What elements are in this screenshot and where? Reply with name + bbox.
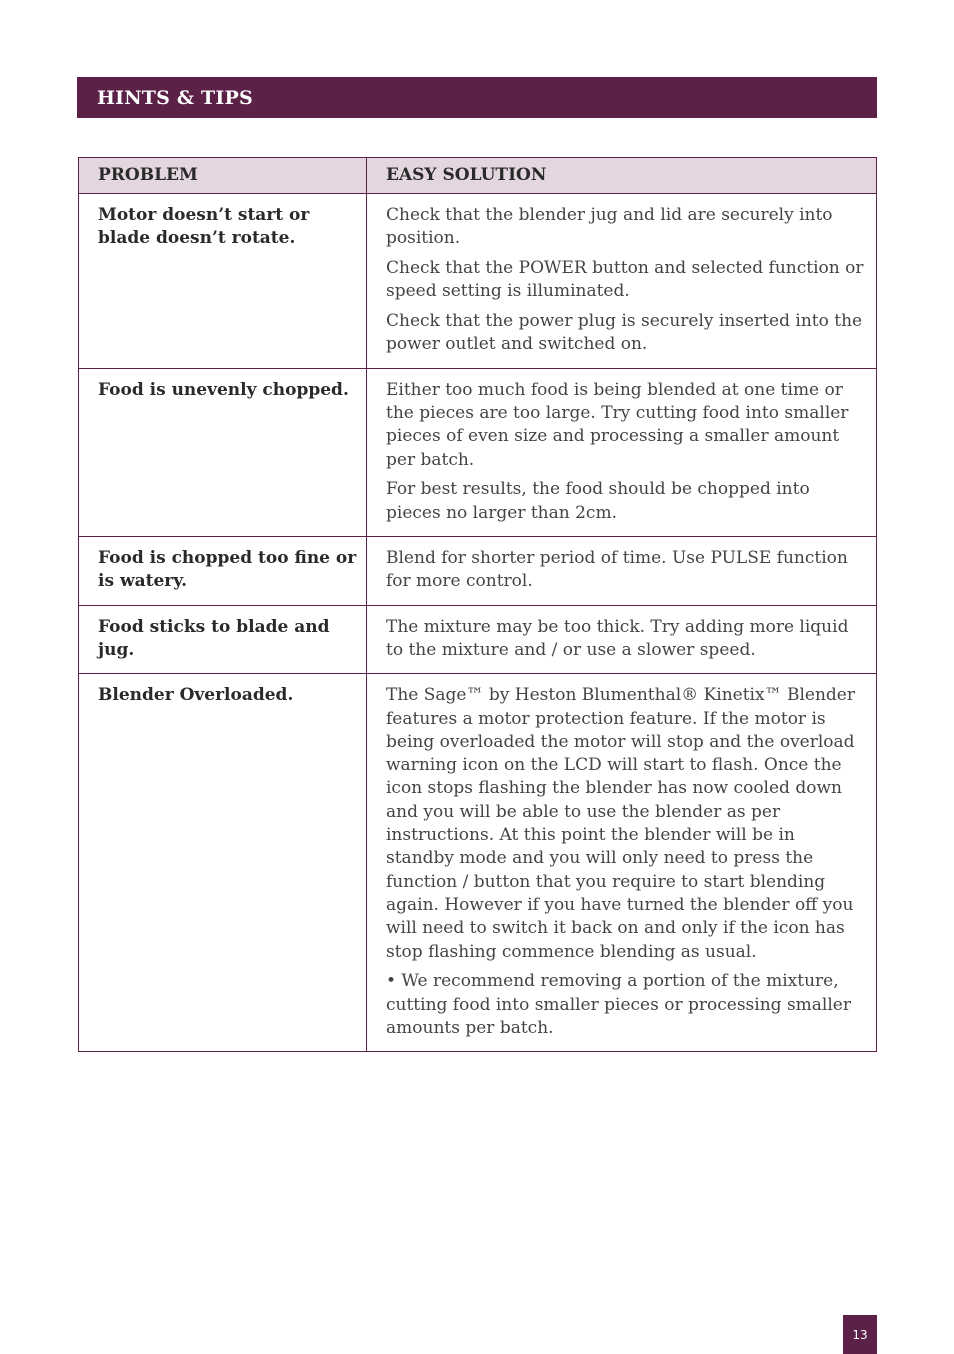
solution-text: Check that the blender jug and lid are securely into position. [386, 205, 833, 249]
solution-text: • We recommend removing a portion of the mixture, cutting food into smaller pieces or processing smaller amounts per batch. [386, 971, 851, 1038]
table-header-row [79, 158, 877, 194]
solution-cell [367, 537, 877, 606]
problem-cell: Motor doesn’t start or blade doesn’t rotate. [79, 194, 367, 369]
solution-cell [367, 674, 877, 1052]
solution-cell [367, 605, 877, 674]
table-row [79, 368, 877, 536]
page-number: 13 [843, 1315, 877, 1354]
section-title: HINTS & TIPS [97, 86, 253, 109]
column-header-problem: PROBLEM [79, 158, 367, 194]
table-row [79, 605, 877, 674]
solution-text: Either too much food is being blended at one time or the pieces are too large. Try cutting food into smaller pieces of even size and processing a smaller amount per batch. [386, 379, 849, 470]
solution-cell [367, 194, 877, 369]
solution-text: Check that the POWER button and selected function or speed setting is illuminated. [386, 258, 864, 302]
section-header [77, 77, 877, 118]
problem-cell: Food is chopped too fine or is watery. [79, 537, 367, 606]
hints-tips-table [78, 157, 877, 1052]
solution-text: For best results, the food should be chopped into pieces no larger than 2cm. [386, 479, 810, 523]
solution-text: Blend for shorter period of time. Use PULSE function for more control. [386, 548, 848, 592]
solution-text: The Sage™ by Heston Blumenthal® Kinetix™ Blender features a motor protection feature. If the motor is being overloaded the motor will stop and the overload warning icon on the LCD will start to flash. Once the icon stops flashing the blender has now cooled down and you will be able to use the blender as per instructions. At this point the blender will be in standby mode and you will only need to press the function / button that you require to start blending again. However if you have turned the blender off you will need to switch it back on and only if the icon has stop flashing commence blending as usual. [386, 685, 855, 962]
solution-text: The mixture may be too thick. Try adding more liquid to the mixture and / or use a slower speed. [386, 616, 849, 660]
problem-cell: Blender Overloaded. [79, 674, 367, 1052]
column-header-solution: EASY SOLUTION [367, 158, 877, 194]
solution-cell [367, 368, 877, 536]
problem-cell: Food is unevenly chopped. [79, 368, 367, 536]
solution-text: Check that the power plug is securely inserted into the power outlet and switched on. [386, 311, 863, 355]
problem-cell: Food sticks to blade and jug. [79, 605, 367, 674]
table-row [79, 194, 877, 369]
table-row [79, 537, 877, 606]
table-row [79, 674, 877, 1052]
